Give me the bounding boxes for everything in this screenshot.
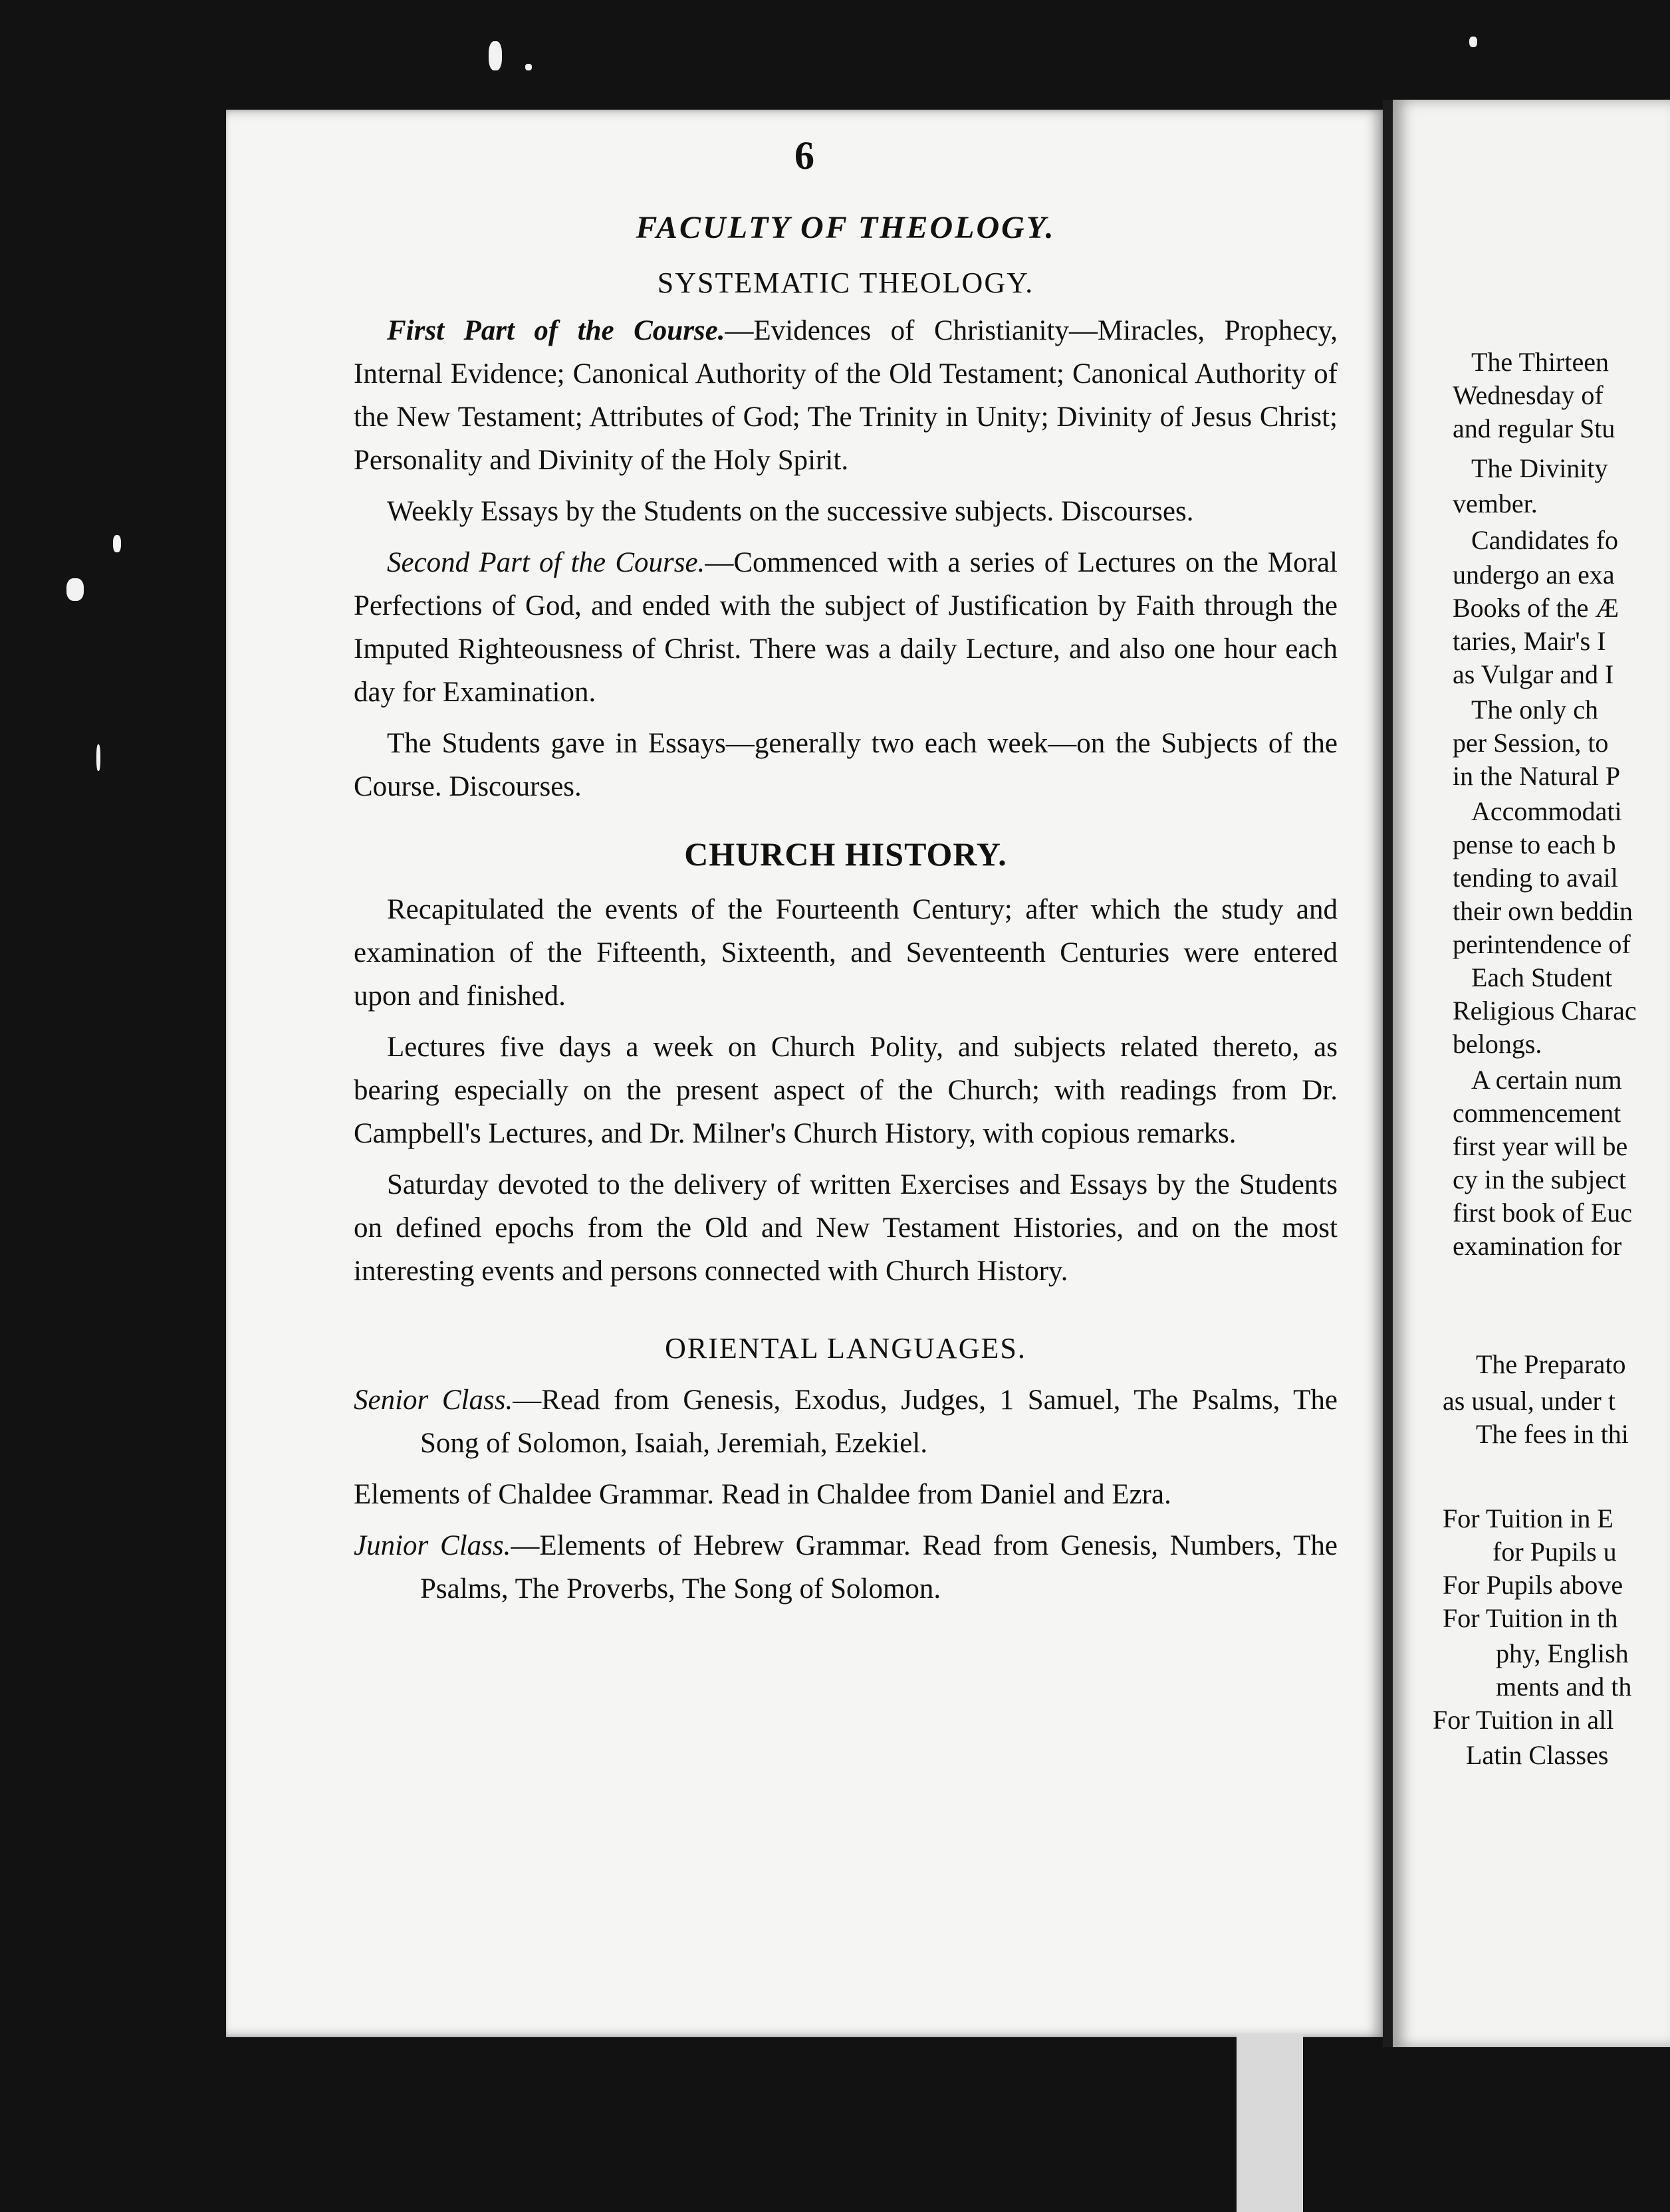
student-essays-paragraph: The Students gave in Essays—generally two each week—on the Subjects of the Course. Discourses. xyxy=(354,728,1338,802)
right-page-line: For Tuition in E xyxy=(1443,1503,1613,1533)
second-part-paragraph xyxy=(354,541,1338,714)
right-page-line: The Preparato xyxy=(1476,1349,1626,1379)
right-page-line: their own beddin xyxy=(1453,896,1633,926)
right-page-line: undergo an exa xyxy=(1453,560,1615,590)
scan-speck xyxy=(1469,37,1477,47)
weekly-essays-paragraph: Weekly Essays by the Students on the successive subjects. Discourses. xyxy=(387,496,1194,527)
right-page-line: as usual, under t xyxy=(1443,1386,1615,1416)
second-part-lead: Second Part of the Course. xyxy=(387,547,705,578)
right-page-line: perintendence of xyxy=(1453,929,1631,959)
scan-speck xyxy=(113,535,121,552)
right-page-line: in the Natural P xyxy=(1453,761,1621,791)
right-page-line: Books of the Æ xyxy=(1453,593,1619,623)
right-page-line: A certain num xyxy=(1471,1065,1622,1095)
right-page-line: examination for xyxy=(1453,1231,1622,1261)
scan-speck xyxy=(489,41,502,70)
right-page-line: taries, Mair's I xyxy=(1453,626,1606,656)
oriental-languages-heading: ORIENTAL LANGUAGES. xyxy=(665,1332,1026,1365)
scan-speck xyxy=(525,64,532,70)
church-history-paragraph-1: Recapitulated the events of the Fourteenth Century; after which the study and examination of the Fifteenth, Sixteenth, and Seventeenth Centuries were entered upon and finished. xyxy=(354,894,1338,1012)
left-page xyxy=(226,110,1383,2037)
junior-class-paragraph xyxy=(354,1524,1338,1610)
right-page-line: belongs. xyxy=(1453,1029,1542,1059)
right-page-line: The fees in thi xyxy=(1476,1419,1629,1449)
second-part-text: —Commenced with a series of Lectures on the Moral Perfections of God, and ended with the subject of Justification by Faith through the Imputed Righteousness of Christ. There was a daily Lecture, and also one hour each day for Examination. xyxy=(354,547,1338,708)
right-page-line: Latin Classes xyxy=(1466,1740,1609,1770)
right-page-line: Each Student xyxy=(1471,962,1613,992)
right-page-line: ments and th xyxy=(1496,1672,1632,1702)
junior-class-lead: Junior Class. xyxy=(354,1530,511,1561)
first-part-text: —Evidences of Christianity—Miracles, Prophecy, Internal Evidence; Canonical Authority of the Old Testament; Canonical Authority of the New Testament; Attributes of God; The Trinity in Unity; Divinity of Jesus Christ; Personality and Divinity of the Holy Spirit. xyxy=(354,315,1338,476)
right-page-line: as Vulgar and I xyxy=(1453,659,1614,689)
church-history-heading: CHURCH HISTORY. xyxy=(684,835,1007,873)
right-page-line: For Tuition in th xyxy=(1443,1603,1618,1633)
first-part-paragraph xyxy=(354,309,1338,482)
right-page-line: The only ch xyxy=(1471,695,1599,724)
right-page-line: vember. xyxy=(1453,489,1538,518)
right-page-line: Candidates fo xyxy=(1471,525,1619,555)
right-page-line: commencement xyxy=(1453,1098,1621,1128)
scan-speck xyxy=(96,744,100,771)
page-number: 6 xyxy=(794,134,814,177)
right-page-line: for Pupils u xyxy=(1492,1537,1617,1567)
right-page-line: first year will be xyxy=(1453,1131,1628,1161)
right-page-line: The Divinity xyxy=(1471,453,1608,483)
right-page-line: pense to each b xyxy=(1453,830,1616,859)
church-history-paragraph-3: Saturday devoted to the delivery of written Exercises and Essays by the Students on defined epochs from the Old and New Testament Histories, and on the most interesting events and persons connected with Church History. xyxy=(354,1169,1338,1287)
right-page-line: phy, English xyxy=(1496,1638,1629,1668)
right-page-line: cy in the subject xyxy=(1453,1164,1627,1194)
junior-class-text: —Elements of Hebrew Grammar. Read from Genesis, Numbers, The Psalms, The Proverbs, The Song of Solomon. xyxy=(420,1530,1338,1604)
right-page-line: per Session, to xyxy=(1453,728,1609,758)
right-page-line: For Pupils above xyxy=(1443,1570,1623,1600)
page-title: FACULTY OF THEOLOGY. xyxy=(636,210,1056,245)
scan-speck xyxy=(66,578,84,601)
right-page-fragment xyxy=(1393,100,1670,2047)
senior-class-paragraph xyxy=(354,1379,1338,1465)
systematic-theology-heading: SYSTEMATIC THEOLOGY. xyxy=(657,267,1034,299)
chaldee-paragraph: Elements of Chaldee Grammar. Read in Chaldee from Daniel and Ezra. xyxy=(354,1479,1171,1510)
right-page-line: Accommodati xyxy=(1471,796,1622,826)
senior-class-lead: Senior Class. xyxy=(354,1384,513,1416)
right-page-line: Wednesday of xyxy=(1453,380,1604,410)
church-history-paragraph-2: Lectures five days a week on Church Polity, and subjects related thereto, as bearing especially on the present aspect of the Church; with readings from Dr. Campbell's Lectures, and Dr. Milner's Church History, with copious remarks. xyxy=(354,1032,1338,1149)
page-tab xyxy=(1237,2034,1303,2212)
right-page-line: Religious Charac xyxy=(1453,996,1637,1026)
first-part-lead: First Part of the Course. xyxy=(387,315,725,346)
right-page-line: For Tuition in all xyxy=(1433,1705,1614,1735)
right-page-line: tending to avail xyxy=(1453,863,1618,893)
right-page-line: The Thirteen xyxy=(1471,347,1609,377)
page-body xyxy=(354,209,1338,1618)
senior-class-text: —Read from Genesis, Exodus, Judges, 1 Samuel, The Psalms, The Song of Solomon, Isaiah, Jeremiah, Ezekiel. xyxy=(420,1384,1338,1459)
right-page-line: first book of Euc xyxy=(1453,1198,1632,1228)
right-page-line: and regular Stu xyxy=(1453,413,1615,443)
